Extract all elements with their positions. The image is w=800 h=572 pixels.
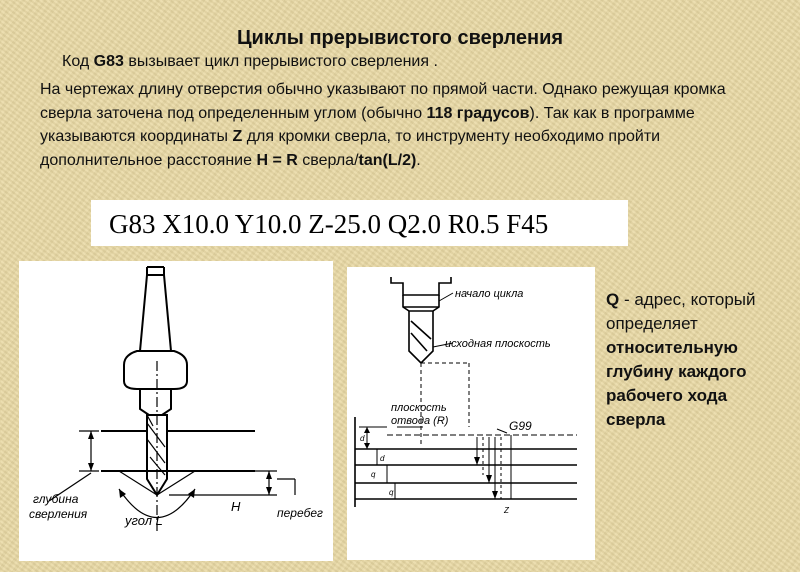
explanation-paragraph	[40, 78, 780, 172]
label-g99: G99	[509, 419, 532, 433]
q-letter: Q	[606, 290, 620, 309]
label-d1: d	[360, 434, 365, 443]
label-initial-plane: исходная плоскость	[445, 338, 551, 350]
label-q2: q	[389, 488, 394, 497]
para-bold-tan: tan(L/2)	[358, 151, 417, 169]
label-h: H	[231, 499, 241, 514]
drill-angle-drawing	[19, 261, 333, 561]
label-q1: q	[371, 470, 376, 479]
q-desc-bold: относительную глубину каждого рабочего хода сверла	[606, 338, 747, 429]
para-text-3: для кромки сверла, то инструменту необходимо пройти дополнительное расстояние	[40, 128, 661, 169]
intro-code: G83	[93, 53, 124, 70]
para-bold-r: R	[286, 151, 298, 169]
para-text-1: На чертежах длину отверстия обычно указывают по прямой части. Однако режущая кромка сверла заточена под определенным углом (обычно	[40, 81, 726, 122]
para-text-2: ). Так как в программе указываются координаты	[40, 104, 695, 145]
label-z: Z	[504, 506, 509, 515]
intro-line	[62, 53, 438, 71]
label-depth-1: глубина	[33, 492, 79, 506]
label-start: начало цикла	[455, 288, 524, 300]
gcode-example: G83 X10.0 Y10.0 Z-25.0 Q2.0 R0.5 F45	[91, 200, 628, 246]
label-d2: d	[380, 454, 385, 463]
q-desc-text: - адрес, который определяет	[606, 290, 756, 333]
para-bold-angle: 118 градусов	[426, 104, 530, 122]
label-overrun: перебег	[277, 506, 323, 520]
para-text-5: сверла/	[297, 151, 359, 169]
page-title: Циклы прерывистого сверления	[236, 27, 564, 49]
drill-angle-figure	[19, 261, 333, 561]
intro-prefix: Код	[62, 53, 94, 70]
label-depth-2: сверления	[29, 507, 88, 521]
q-description	[606, 288, 791, 432]
intro-suffix: вызывает цикл прерывистого сверления .	[123, 53, 438, 70]
label-angle: угол L	[125, 513, 163, 528]
peck-cycle-drawing	[347, 267, 595, 560]
para-bold-h: H =	[256, 151, 282, 169]
para-text-6: .	[416, 151, 421, 169]
para-bold-z: Z	[232, 128, 243, 145]
peck-cycle-figure	[347, 267, 595, 560]
label-r-plane-1: плоскость	[391, 402, 447, 414]
label-r-plane-2: отвода (R)	[391, 415, 449, 427]
